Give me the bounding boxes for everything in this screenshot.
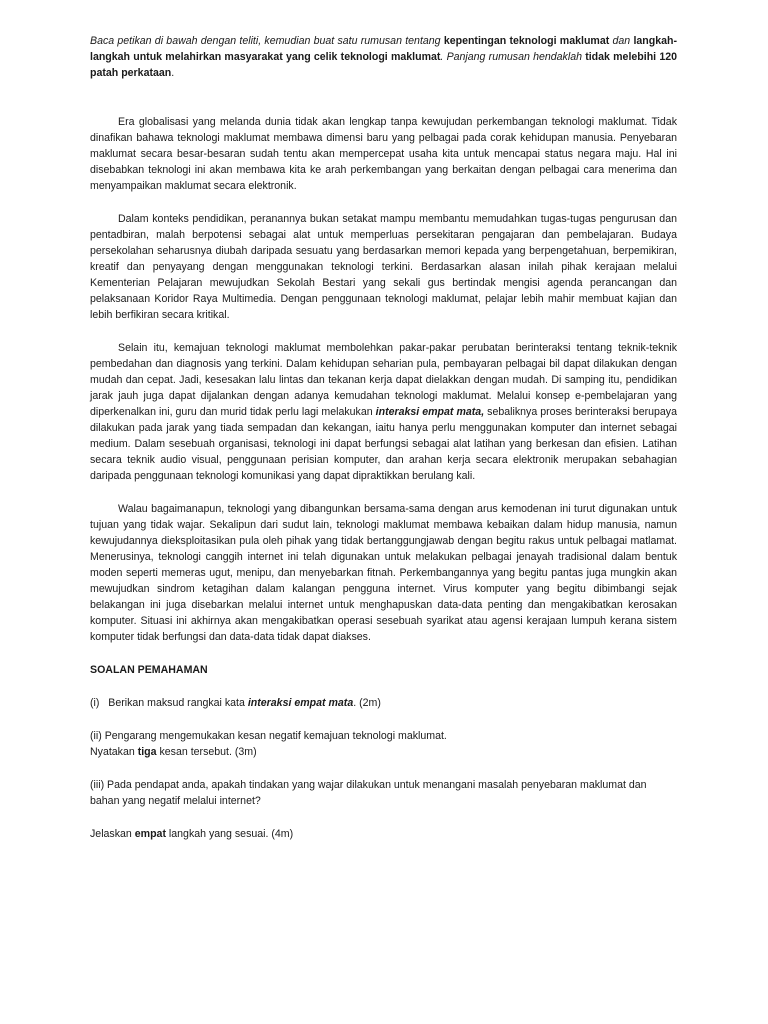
question-1-emphasis: interaksi empat mata (247, 697, 354, 709)
question-1-marks: . (2m) (353, 697, 381, 709)
instruction-text (90, 33, 677, 81)
question-2-line-2-a: Nyatakan (90, 746, 138, 758)
question-3-follow-a: Jelaskan (90, 828, 135, 840)
question-3 (90, 777, 677, 809)
question-3-marks: langkah yang sesuai. (4m) (165, 828, 294, 840)
paragraph-4: Walau bagaimanapun, teknologi yang dibangunkan bersama-sama dengan arus kemodenan ini turut digunakan untuk tujuan yang tidak wajar. Sekalipun dari sudut lain, teknologi maklumat membawa kebaikan dalam hidup manusia, namun kewujudannya dieksploitasikan pula oleh pihak yang tidak bertanggungjawab dengan begitu rakus untuk pelbagai matlamat. Menerusinya, teknologi canggih internet ini telah digunakan untuk melakukan pelbagai jenayah tradisional dalam bentuk moden seperti memeras ugut, menipu, dan menyebarkan fitnah. Perkembangannya yang begitu pantas juga mungkin akan mewujudkan sindrom ketagihan dalam kalangan pengguna internet. Virus komputer yang begitu dibimbangi sejak belakangan ini juga disebarkan melalui internet untuk menghapuskan data-data penting dan mengakibatkan kerosakan komputer. Situasi ini akhirnya akan mengakibatkan operasi sesebuah syarikat atau agensi kerajaan lumpuh kerana sistem komputer tidak berfungsi dan data-data tidak dapat diakses. (90, 503, 677, 643)
question-2-line-1: (ii) Pengarang mengemukakan kesan negatif kemajuan teknologi maklumat. (90, 730, 447, 742)
instruction-bold-3: tidak melebihi 120 patah perkataan (90, 51, 677, 79)
question-2 (90, 728, 677, 760)
question-1 (90, 695, 677, 711)
question-2-line-2 (90, 744, 677, 760)
instruction-bold-1: kepentingan teknologi maklumat (443, 35, 610, 47)
question-3-follow-up (90, 826, 677, 842)
question-2-emphasis: tiga (137, 746, 157, 758)
instruction-part-3: . Panjang rumusan hendaklah (440, 51, 586, 63)
instruction-part-2: dan (609, 35, 634, 47)
paragraph-2: Dalam konteks pendidikan, peranannya bukan setakat mampu membantu memudahkan tugas-tugas pengurusan dan pentadbiran, malah berpotensi sebagai alat untuk memperluas persekitaran pengajaran dan pembelajaran. Budaya persekolahan seharusnya diubah daripada sesuatu yang berdasarkan memori kepada yang berpengetahuan, berpemikiran, kreatif dan penyayang dengan menggunakan teknologi terkini. Berdasarkan alasan inilah pihak kerajaan melalui Kementerian Pelajaran mewujudkan Sekolah Bestari yang sekali gus bertindak mengisi agenda perancangan dan pelaksanaan Koridor Raya Multimedia. Dengan penggunaan teknologi maklumat, pelajar lebih mahir membuat kajian dan lebih berfikiran secara kritikal. (90, 213, 677, 321)
instruction-bold-2: langkah-langkah untuk melahirkan masyarakat yang celik teknologi maklumat (90, 35, 677, 63)
document-page (90, 33, 677, 859)
question-2-marks: kesan tersebut. (3m) (156, 746, 257, 758)
question-3-text: (iii) Pada pendapat anda, apakah tindakan yang wajar dilakukan untuk menangani masalah penyebaran maklumat dan bahan yang negatif melalui internet? (90, 779, 647, 807)
paragraph-3-part-2: sebaliknya proses berinteraksi berupaya dilakukan pada jarak yang tiada sempadan dan kekangan, iaitu hanya perlu menggunakan komputer dan internet sebagai medium. Dalam sesebuah organisasi, teknologi ini dapat berfungsi sebagai alat latihan yang berkesan dan efisien. Latihan secara teknik audio visual, penggunaan perisian komputer, dan arahan kerja secara elektronik merupakan sebahagian daripada penggunaan teknologi komunikasi yang dapat dipraktikkan berulang kali. (90, 406, 677, 482)
instruction-part-1: Baca petikan di bawah dengan teliti, kemudian buat satu rumusan tentang (90, 35, 444, 47)
question-3-emphasis: empat (134, 828, 166, 840)
instruction-part-4: . (171, 67, 175, 79)
paragraph-3-emphasis: interaksi empat mata, (375, 406, 485, 418)
question-1-number: (i) (90, 697, 100, 709)
paragraph-3-part-1: Selain itu, kemajuan teknologi maklumat membolehkan pakar-pakar perubatan berinteraksi tentang teknik-teknik pembedahan dan diagnosis yang terkini. Dalam kehidupan seharian pula, pembayaran pelbagai bil dapat dilakukan dengan mudah dan cepat. Jadi, kesesakan lalu lintas dan tekanan kerja dapat dielakkan dengan mudah. Di samping itu, pendidikan jarak jauh juga dapat dijalankan dengan adanya kemudahan teknologi maklumat. Melalui konsep e-pembelajaran yang diperkenalkan ini, guru dan murid tidak perlu lagi melakukan (90, 342, 677, 418)
question-1-text: Berikan maksud rangkai kata (108, 697, 248, 709)
paragraph-1: Era globalisasi yang melanda dunia tidak akan lengkap tanpa kewujudan perkembangan teknologi maklumat. Tidak dinafikan bahawa teknologi maklumat membawa dimensi baru yang pelbagai pada corak kehidupan manusia. Penyebaran maklumat secara besar-besaran sudah tentu akan mempercepat usaha kita untuk mencapai status negara maju. Hal ini disebabkan teknologi ini akan membawa kita ke arah perkembangan yang berkaitan dengan pelbagai cara menerima dan menyampaikan maklumat secara elektronik. (90, 116, 677, 192)
section-title: SOALAN PEMAHAMAN (90, 664, 208, 676)
paragraph-3 (90, 340, 677, 484)
